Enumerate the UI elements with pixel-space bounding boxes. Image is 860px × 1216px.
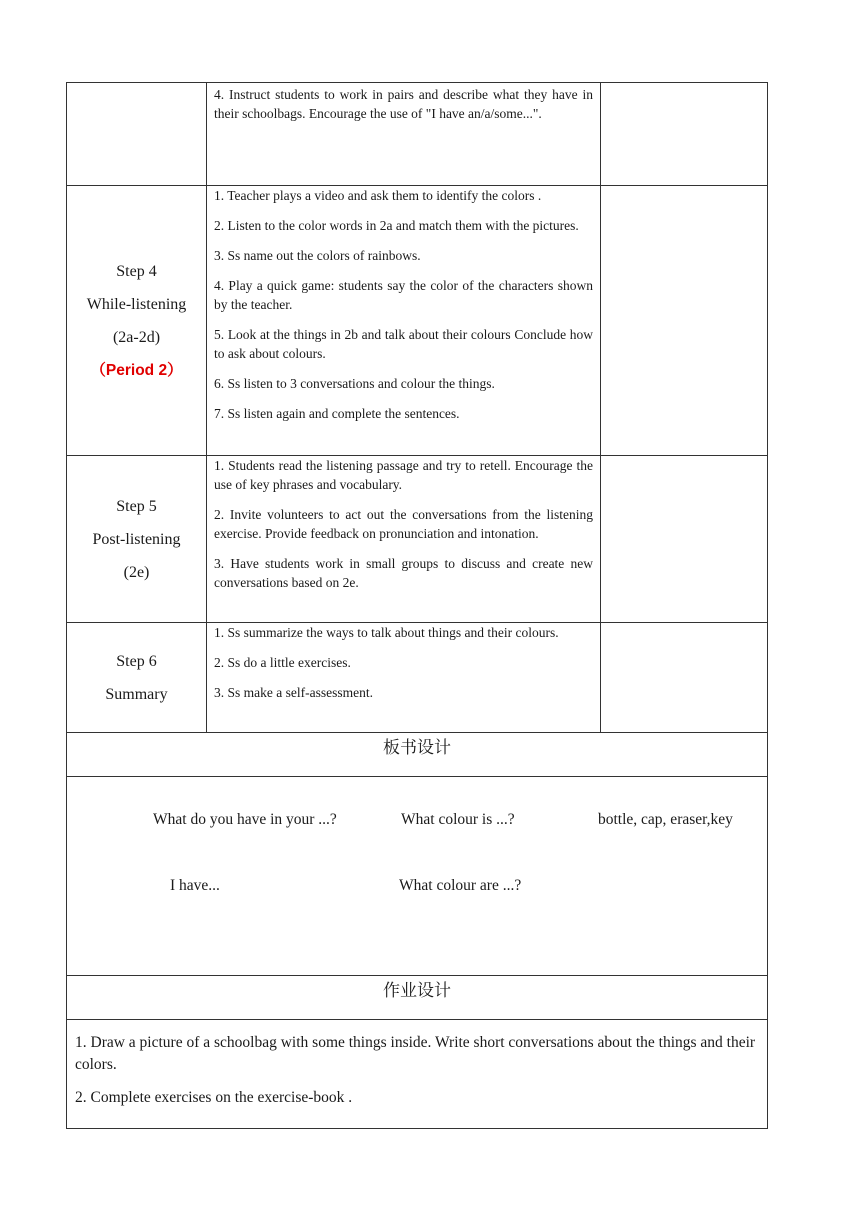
activity-item: 3. Ss name out the colors of rainbows. <box>214 248 421 263</box>
step-cell <box>67 186 207 455</box>
activity-item: 7. Ss listen again and complete the sentences. <box>214 406 460 421</box>
lesson-plan-table <box>66 82 768 1129</box>
activity-cell <box>207 456 601 622</box>
activity-cell <box>207 83 601 185</box>
step-cell <box>67 456 207 622</box>
step-number: Step 4 <box>116 262 157 280</box>
table-row <box>66 82 768 186</box>
table-row <box>66 186 768 456</box>
activity-item: 2. Listen to the color words in 2a and match them with the pictures. <box>214 218 579 233</box>
step-name: While-listening <box>86 295 187 313</box>
notes-cell <box>601 623 767 732</box>
board-vocabulary: bottle, cap, eraser,key <box>598 811 733 828</box>
step-name: Post-listening <box>92 530 181 548</box>
homework-title: 作业设计 <box>383 981 451 1001</box>
board-design-title: 板书设计 <box>383 738 451 758</box>
board-question: What do you have in your ...? <box>153 811 337 828</box>
period-label: （Period 2） <box>90 361 183 379</box>
board-answer: I have... <box>170 877 220 894</box>
board-question: What colour is ...? <box>401 811 515 828</box>
homework-item: 2. Complete exercises on the exercise-book . <box>75 1089 353 1106</box>
activity-item: 3. Have students work in small groups to discuss and create new conversations based on 2e. <box>214 556 593 590</box>
step-number: Step 5 <box>116 497 157 515</box>
step-section: (2a-2d) <box>112 328 161 346</box>
step-number: Step 6 <box>116 652 157 670</box>
notes-cell <box>601 186 767 455</box>
step-name: Summary <box>105 685 168 703</box>
homework-list <box>67 1020 767 1128</box>
step-cell <box>67 623 207 732</box>
board-design-content <box>66 777 768 976</box>
activity-cell <box>207 623 601 732</box>
table-row <box>66 623 768 733</box>
notes-cell <box>601 83 767 185</box>
activity-item: 1. Teacher plays a video and ask them to identify the colors . <box>214 188 542 203</box>
step-section: (2e) <box>123 563 150 581</box>
homework-content <box>66 1020 768 1129</box>
notes-cell <box>601 456 767 622</box>
board-question: What colour are ...? <box>399 877 522 894</box>
homework-header <box>66 976 768 1020</box>
board-layout <box>67 777 767 975</box>
board-design-header <box>66 733 768 777</box>
activity-item: 1. Students read the listening passage and try to retell. Encourage the use of key phrases and vocabulary. <box>214 458 593 492</box>
table-row <box>66 456 768 623</box>
homework-item: 1. Draw a picture of a schoolbag with some things inside. Write short conversations about the things and their colors. <box>75 1034 756 1073</box>
activity-item: 1. Ss summarize the ways to talk about things and their colours. <box>214 625 559 640</box>
activity-item: 6. Ss listen to 3 conversations and colour the things. <box>214 376 495 391</box>
activity-item: 4. Instruct students to work in pairs and describe what they have in their schoolbags. Encourage the use of "I have an/a/some...". <box>214 87 593 121</box>
activity-item: 3. Ss make a self-assessment. <box>214 685 373 700</box>
activity-item: 4. Play a quick game: students say the color of the characters shown by the teacher. <box>214 278 593 312</box>
activity-cell <box>207 186 601 455</box>
activity-item: 2. Ss do a little exercises. <box>214 655 351 670</box>
step-cell <box>67 83 207 185</box>
activity-item: 5. Look at the things in 2b and talk about their colours Conclude how to ask about colours. <box>214 327 593 361</box>
activity-item: 2. Invite volunteers to act out the conversations from the listening exercise. Provide feedback on pronunciation and intonation. <box>214 507 593 541</box>
